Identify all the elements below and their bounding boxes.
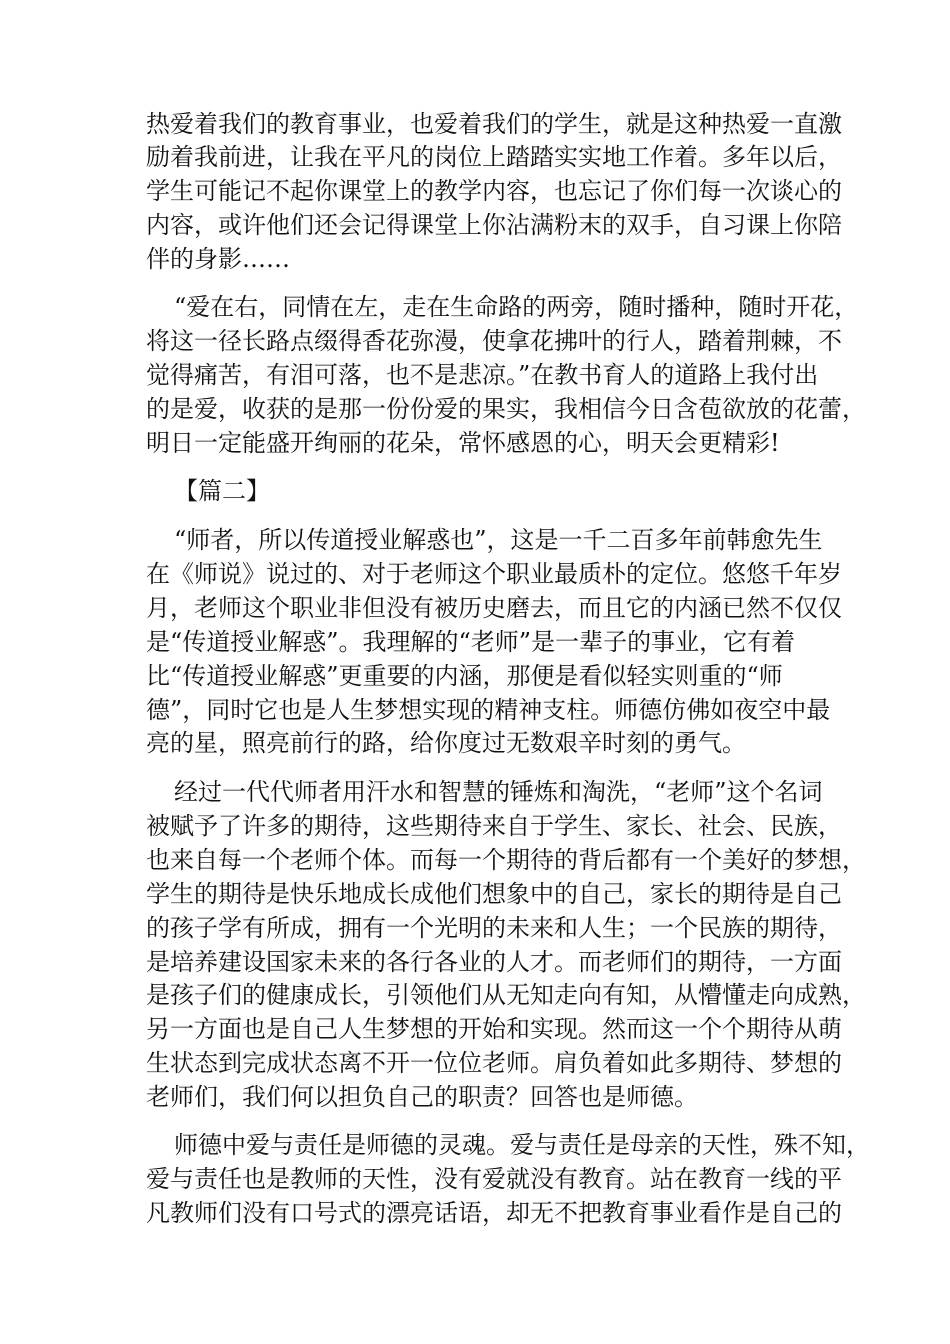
paragraph-3-line-7: 亮的星，照亮前行的路，给你度过无数艰辛时刻的勇气。 [146, 729, 746, 757]
paragraph-5-line-1: 师德中爱与责任是师德的灵魂。爱与责任是母亲的天性，殊不知， [174, 1131, 870, 1159]
paragraph-1-line-2: 励着我前进，让我在平凡的岗位上踏踏实实地工作着。多年以后， [146, 143, 842, 171]
section-heading: 【篇二】 [174, 477, 270, 505]
paragraph-4-line-1: 经过一代代师者用汗水和智慧的锤炼和淘洗，“老师”这个名词 [174, 778, 823, 806]
paragraph-1-line-3: 学生可能记不起你课堂上的教学内容，也忘记了你们每一次谈心的 [146, 177, 842, 205]
paragraph-4-line-8: 另一方面也是自己人生梦想的开始和实现。然而这一个个期待从萌 [146, 1015, 842, 1043]
paragraph-4-line-7: 是孩子们的健康成长，引领他们从无知走向有知，从懵懂走向成熟， [146, 981, 866, 1009]
paragraph-3-line-1: “师者，所以传道授业解惑也”，这是一千二百多年前韩愈先生 [174, 526, 823, 554]
paragraph-2-line-1: “爱在右，同情在左，走在生命路的两旁，随时播种，随时开花， [174, 293, 859, 321]
paragraph-3-line-2: 在《师说》说过的、对于老师这个职业最质朴的定位。悠悠千年岁 [146, 560, 842, 588]
paragraph-2-line-3: 觉得痛苦，有泪可落，也不是悲凉。”在教书育人的道路上我付出 [146, 361, 819, 389]
paragraph-2-line-4: 的是爱，收获的是那一份份爱的果实，我相信今日含苞欲放的花蕾， [146, 395, 866, 423]
paragraph-3-line-4: 是“传道授业解惑”。我理解的“老师”是一辈子的事业，它有着 [146, 628, 796, 656]
paragraph-5-line-3: 凡教师们没有口号式的漂亮话语，却无不把教育事业看作是自己的 [146, 1199, 842, 1227]
paragraph-2-line-5: 明日一定能盛开绚丽的花朵，常怀感恩的心，明天会更精彩! [146, 429, 780, 457]
paragraph-1-line-4: 内容，或许他们还会记得课堂上你沾满粉末的双手，自习课上你陪 [146, 211, 842, 239]
paragraph-4-line-9: 生状态到完成状态离不开一位位老师。肩负着如此多期待、梦想的 [146, 1049, 842, 1077]
paragraph-3-line-5: 比“传道授业解惑”更重要的内涵，那便是看似轻实则重的“师 [146, 662, 783, 690]
paragraph-3-line-3: 月，老师这个职业非但没有被历史磨去，而且它的内涵已然不仅仅 [146, 594, 842, 622]
paragraph-5-line-2: 爱与责任也是教师的天性，没有爱就没有教育。站在教育一线的平 [146, 1165, 842, 1193]
paragraph-1-line-1: 热爱着我们的教育事业，也爱着我们的学生，就是这种热爱一直激 [146, 110, 842, 138]
paragraph-1-line-5: 伴的身影…… [146, 245, 290, 273]
paragraph-4-line-3: 也来自每一个老师个体。而每一个期待的背后都有一个美好的梦想， [146, 846, 866, 874]
paragraph-4-line-4: 学生的期待是快乐地成长成他们想象中的自己，家长的期待是自己 [146, 880, 842, 908]
paragraph-4-line-10: 老师们，我们何以担负自己的职责？回答也是师德。 [146, 1083, 698, 1111]
paragraph-4-line-2: 被赋予了许多的期待，这些期待来自于学生、家长、社会、民族， [146, 812, 842, 840]
paragraph-2-line-2: 将这一径长路点缀得香花弥漫，使拿花拂叶的行人，踏着荆棘，不 [146, 327, 842, 355]
paragraph-4-line-5: 的孩子学有所成，拥有一个光明的未来和人生；一个民族的期待， [146, 914, 842, 942]
paragraph-3-line-6: 德”，同时它也是人生梦想实现的精神支柱。师德仿佛如夜空中最 [146, 696, 831, 724]
paragraph-4-line-6: 是培养建设国家未来的各行各业的人才。而老师们的期待，一方面 [146, 948, 842, 976]
